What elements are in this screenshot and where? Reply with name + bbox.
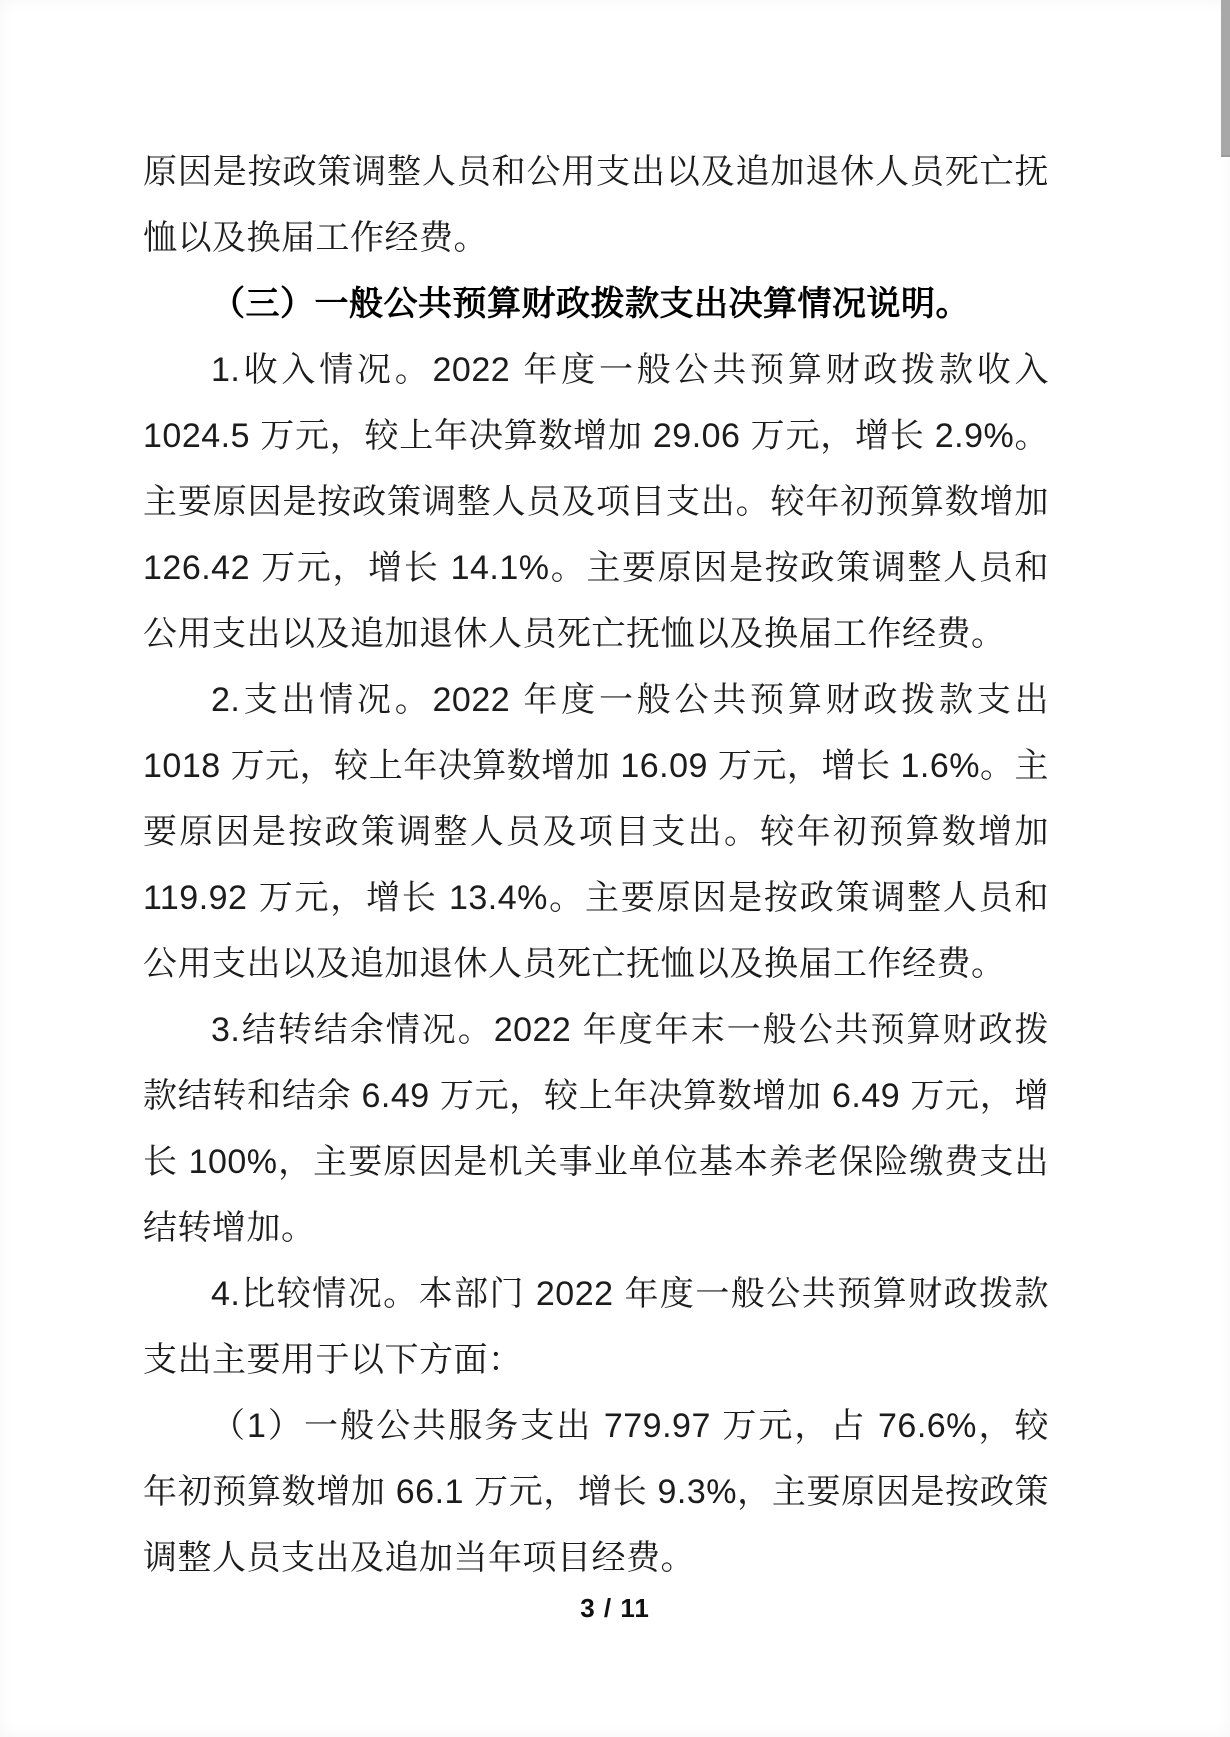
vertical-scrollbar-thumb[interactable]	[1221, 0, 1230, 157]
section-heading: （三）一般公共预算财政拨款支出决算情况说明。	[211, 285, 970, 323]
paragraph-general-public-services: （1）一般公共服务支出 779.97 万元，占 76.6%，较年初预算数增加 66.1 万元，增长 9.3%，主要原因是按政策调整人员支出及追加当年项目经费。	[143, 1407, 1049, 1577]
page-number: 3 / 11	[580, 1593, 650, 1623]
document-text-block	[143, 139, 1049, 1591]
paragraph-comparison-intro: 4.比较情况。本部门 2022 年度一般公共预算财政拨款支出主要用于以下方面：	[143, 1275, 1049, 1379]
paragraph-income: 1.收入情况。2022 年度一般公共预算财政拨款收入 1024.5 万元，较上年决算数增加 29.06 万元，增长 2.9%。主要原因是按政策调整人员及项目支出。较年初预算数增加 126.42 万元，增长 14.1%。主要原因是按政策调整人员和公用支出以及追加退休人员死亡抚恤以及换届工作经费。	[143, 351, 1049, 653]
paragraph-expenditure: 2.支出情况。2022 年度一般公共预算财政拨款支出 1018 万元，较上年决算数增加 16.09 万元，增长 1.6%。主要原因是按政策调整人员及项目支出。较年初预算数增加 119.92 万元，增长 13.4%。主要原因是按政策调整人员和公用支出以及追加退休人员死亡抚恤以及换届工作经费。	[143, 681, 1049, 983]
paragraph-carryover: 3.结转结余情况。2022 年度年末一般公共预算财政拨款结转和结余 6.49 万元，较上年决算数增加 6.49 万元，增长 100%，主要原因是机关事业单位基本养老保险缴费支出结转增加。	[143, 1011, 1049, 1247]
paragraph-continuation: 原因是按政策调整人员和公用支出以及追加退休人员死亡抚恤以及换届工作经费。	[143, 153, 1049, 257]
